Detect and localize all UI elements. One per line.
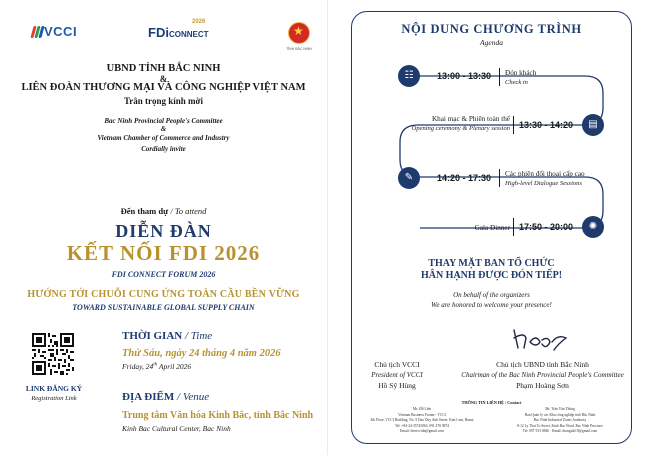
host-ampersand: & — [159, 74, 168, 84]
agenda-item-3-activity-en: High-level Dialogue Sessions — [505, 180, 582, 187]
agenda-title: NỘI DUNG CHƯƠNG TRÌNH — [401, 22, 582, 36]
agenda-item-3-divider — [499, 169, 500, 187]
registration-link-label-en: Registration Link — [31, 395, 77, 402]
time-value-en-sup: th — [153, 362, 158, 368]
fdi-logo-connect: CONNECT — [168, 30, 209, 39]
invite-vi: Trân trọng kính mời — [123, 96, 204, 106]
time-label-en: / Time — [182, 330, 213, 342]
signature-block-right — [455, 360, 630, 390]
contact-left-line: Vietnam Business Forum - VCCI — [398, 412, 446, 417]
organizers-line-vi-2: HÂN HẠNH ĐƯỢC ĐÓN TIẾP! — [420, 270, 563, 281]
agenda-item-4-divider — [513, 218, 514, 236]
presentation-icon: ▤ — [582, 114, 604, 136]
contact-left-line: Ms. Đỗ Liên — [412, 407, 432, 411]
time-label-vi: THỜI GIAN — [122, 330, 183, 342]
invite-en: Cordially invite — [141, 145, 186, 153]
vcci-logo-text: VCCI — [44, 24, 78, 39]
organizers-line-vi-1: THAY MẶT BAN TỔ CHỨC — [428, 258, 555, 269]
agenda-subtitle: Agenda — [480, 38, 503, 47]
agenda-item-2-activity-en: Opening ceremony & Plenary session — [411, 125, 510, 132]
agenda-item-4-time: 17:50 - 20:00 — [519, 222, 574, 232]
dinner-icon: ✺ — [582, 216, 604, 238]
agenda-item-3-activity-vi: Các phiên đối thoại cấp cao — [505, 170, 585, 178]
agenda-item-1-time: 13:00 - 13:30 — [437, 71, 492, 81]
host-vcci-vi: LIÊN ĐOÀN THƯƠNG MẠI VÀ CÔNG NGHIỆP VIỆT NAM — [21, 82, 306, 93]
signer-right-title-en: Chairman of the Bac Ninh Provincial People's Committee — [461, 371, 624, 379]
time-value-en-pre: Friday, 24 — [122, 362, 154, 371]
contact-right — [498, 407, 622, 435]
signature-block-left — [352, 360, 442, 390]
contact-left-line: 4th Floor, VCCI Building, No. 9 Dao Duy Anh Street, Kim Lien, Hanoi — [370, 418, 474, 423]
agenda-item-1-divider — [499, 68, 500, 86]
fdi-logo-year: 2026 — [192, 19, 206, 25]
attend-vi: Đến tham dự — [120, 206, 169, 216]
signer-left-title-vi: Chủ tịch VCCI — [374, 360, 420, 369]
signer-left-title-en: President of VCCI — [371, 371, 423, 379]
people-icon: ☷ — [398, 65, 420, 87]
venue-value-vi: Trung tâm Văn hóa Kinh Bắc, tỉnh Bắc Ninh — [122, 410, 314, 421]
venue-value-en: Kinh Bac Cultural Center, Bac Ninh — [122, 424, 231, 433]
organizers-line-en-2: We are honored to welcome your presence! — [431, 301, 552, 309]
forum-title-line2: KẾT NỐI FDI 2026 — [66, 241, 261, 265]
forum-theme-vi: HƯỚNG TỚI CHUỖI CUNG ỨNG TOÀN CẦU BỀN VỮNG — [27, 289, 300, 300]
agenda-item-1-activity-en: Check in — [505, 79, 528, 86]
host-bac-ninh-vi: UBND TỈNH BẮC NINH — [106, 63, 221, 74]
time-value-vi: Thứ Sáu, ngày 24 tháng 4 năm 2026 — [122, 348, 281, 359]
agenda-item-4-activity-vi: Gala Dinner — [474, 224, 510, 232]
fdi-logo-word: FDi — [148, 25, 169, 40]
attend-en: / To attend — [168, 206, 207, 216]
time-value-en-post: April 2026 — [157, 362, 192, 371]
signer-right-title-vi: Chủ tịch UBND tỉnh Bắc Ninh — [496, 360, 589, 369]
organizers-line-en-1: On behalf of the organizers — [453, 291, 530, 299]
signer-left-name: Hồ Sỹ Hùng — [378, 381, 416, 390]
contact-heading: THÔNG TIN LIÊN HỆ / Contact — [461, 400, 522, 405]
agenda-item-1-activity-vi: Đón khách — [505, 69, 537, 77]
host-en-ampersand: & — [160, 125, 167, 133]
host-bac-ninh-en: Bac Ninh Provincial People's Committee — [104, 117, 223, 125]
contact-right-line[interactable]: Tel: 097 533 0846 · Email: thongidz19@gmail.com — [522, 429, 598, 434]
registration-link-label-vi: LINK ĐĂNG KÝ — [25, 384, 83, 393]
agenda-item-2-time: 13:30 - 14:20 — [519, 120, 574, 130]
agenda-item-2-activity-vi: Khai mạc & Phiên toàn thể — [431, 115, 510, 123]
agenda-item-2-divider — [513, 116, 514, 134]
host-vcci-en: Vietnam Chamber of Commerce and Industry — [97, 134, 230, 142]
agenda-item-3-time: 14:20 - 17:30 — [437, 173, 492, 183]
contact-right-line: Ban Quản lý các Khu công nghiệp tỉnh Bắc Ninh — [524, 412, 596, 417]
forum-title-line1: DIỄN ĐÀN — [115, 221, 212, 241]
contact-right-line: Mr. Trần Văn Thông — [545, 407, 575, 411]
contact-left-line[interactable]: Tel: +84-24-35743063; 091 478 0874 — [394, 423, 450, 428]
contact-left — [360, 407, 484, 435]
forum-title-en: FDI CONNECT FORUM 2026 — [111, 270, 216, 279]
venue-label-vi: ĐỊA ĐIỂM — [122, 391, 175, 403]
contact-right-line: Bac Ninh Industrial Zones Authority — [533, 418, 587, 423]
emblem-caption: TỈNH BẮC NINH — [286, 47, 312, 51]
signer-right-name: Phạm Hoàng Sơn — [516, 381, 569, 390]
signature-right — [510, 324, 570, 354]
forum-theme-en: TOWARD SUSTAINABLE GLOBAL SUPPLY CHAIN — [72, 303, 255, 312]
contact-right-line: 8-12 Ly Thai To Street, Kinh Bac Ward, Bac Ninh Province — [517, 423, 603, 428]
contact-left-line[interactable]: Email: lienvccidn@gmail.com — [399, 429, 445, 434]
venue-label-en: / Venue — [174, 391, 210, 403]
dialogue-icon: ✎ — [398, 167, 420, 189]
